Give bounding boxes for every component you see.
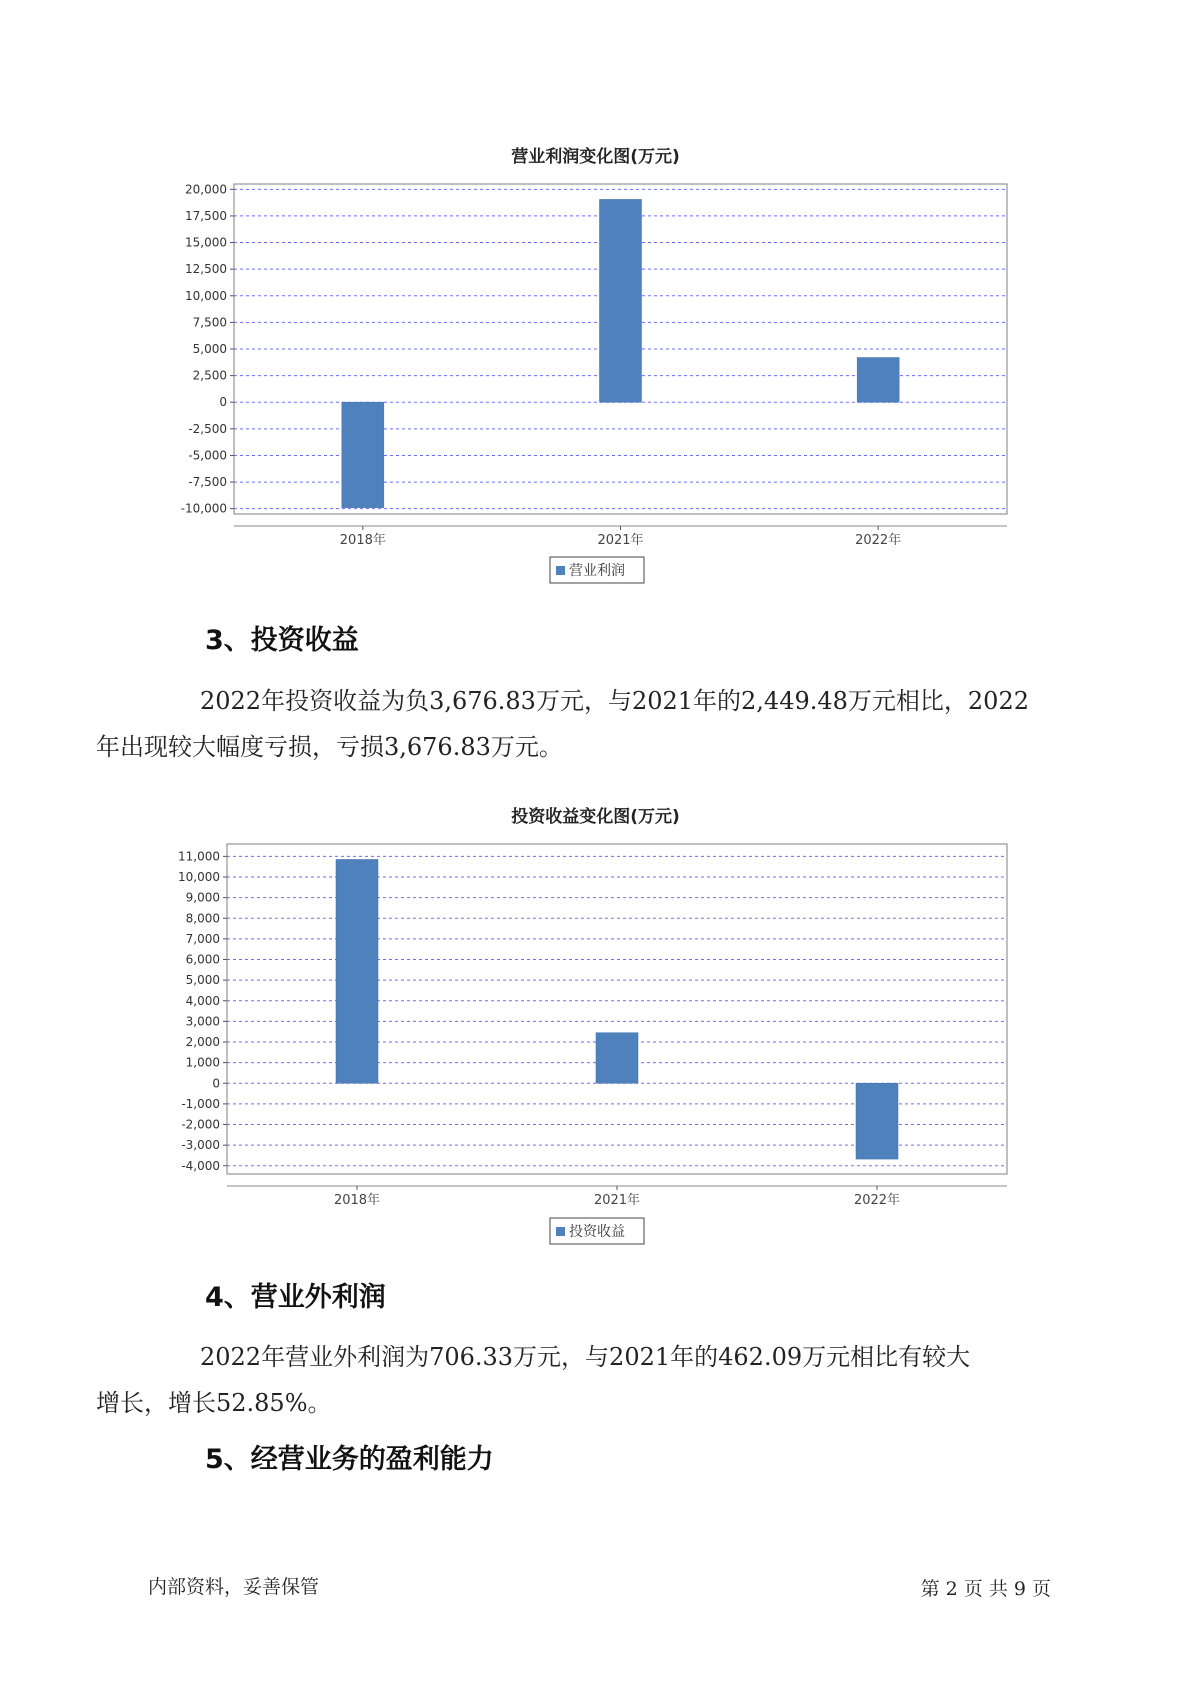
chart2-ytick-label: 7,000	[185, 931, 220, 946]
chart2-xtick-label: 2021年	[593, 1193, 641, 1208]
footer-page-number: 第 2 页 共 9 页	[920, 1578, 1051, 1600]
chart2-ytick-label: 5,000	[185, 973, 220, 988]
chart2-ytick-label: -2,000	[181, 1117, 220, 1132]
chart1-bar	[342, 402, 384, 507]
chart2-ytick-label: 0	[212, 1076, 220, 1091]
chart1-xtick-label: 2022年	[855, 533, 902, 548]
chart2-legend-label: 投资收益	[569, 1224, 625, 1240]
chart2-legend-swatch	[556, 1227, 565, 1236]
chart1-svg	[0, 170, 1191, 590]
chart1-ytick-label: 0	[219, 395, 227, 410]
chart2-ytick-label: -1,000	[181, 1096, 220, 1111]
chart2-ytick-label: -3,000	[181, 1138, 220, 1153]
chart1-ytick-label: 10,000	[185, 288, 227, 303]
chart2-ytick-label: 6,000	[185, 952, 220, 967]
chart2-title: 投资收益变化图(万元)	[511, 807, 680, 827]
chart2-ytick-label: 10,000	[178, 870, 220, 884]
chart2-ytick-label: 2,000	[185, 1035, 220, 1049]
chart1-ytick-label: 17,500	[185, 208, 227, 223]
chart2-ytick-label: 1,000	[185, 1055, 220, 1070]
footer-confidential-note: 内部资料，妥善保管	[148, 1576, 320, 1598]
chart1-legend-label: 营业利润	[569, 563, 625, 579]
chart1-ytick-label: -5,000	[188, 448, 227, 463]
section-4-heading: 4、营业外利润	[205, 1282, 386, 1313]
section-3-heading: 3、投资收益	[205, 625, 359, 656]
chart1-bar	[600, 199, 642, 402]
chart1-bar	[857, 358, 899, 403]
chart1-legend-swatch	[556, 566, 565, 575]
chart2-bar	[596, 1033, 638, 1084]
chart1-ytick-label: -2,500	[188, 421, 227, 436]
chart1-xtick-label: 2021年	[597, 533, 644, 548]
chart2-bar	[856, 1083, 898, 1159]
chart2-ytick-label: 9,000	[185, 890, 220, 905]
section-3-line-2: 年出现较大幅度亏损，亏损3,676.83万元。	[96, 733, 563, 761]
chart2-svg	[0, 830, 1191, 1250]
chart2-ytick-label: 11,000	[178, 849, 220, 864]
section-5-heading: 5、经营业务的盈利能力	[205, 1444, 494, 1475]
section-4-paragraph	[96, 1334, 1083, 1426]
section-4-line-1: 2022年营业外利润为706.33万元，与2021年的462.09万元相比有较大	[200, 1343, 971, 1371]
chart2-xtick-label: 2018年	[333, 1193, 381, 1208]
chart1-ytick-label: 5,000	[192, 342, 227, 356]
chart2-ytick-label: 3,000	[185, 1014, 220, 1029]
chart2-bar	[336, 859, 378, 1083]
chart1-ytick-label: 20,000	[185, 182, 227, 197]
section-3-line-1: 2022年投资收益为负3,676.83万元，与2021年的2,449.48万元相比，2022	[200, 687, 1029, 715]
chart1-ytick-label: -7,500	[188, 475, 227, 490]
chart1-ytick-label: 15,000	[185, 235, 227, 250]
chart2-ytick-label: -4,000	[181, 1158, 220, 1173]
section-4-line-2: 增长，增长52.85%。	[96, 1389, 332, 1417]
chart1-ytick-label: 12,500	[185, 262, 227, 277]
chart1-xtick-label: 2018年	[339, 533, 386, 548]
chart2-ytick-label: 4,000	[185, 993, 220, 1008]
chart2-xtick-label: 2022年	[853, 1193, 901, 1208]
chart1-title: 营业利润变化图(万元)	[511, 147, 680, 167]
chart1-ytick-label: -10,000	[180, 501, 227, 516]
chart1-ytick-label: 7,500	[192, 315, 227, 330]
chart2-ytick-label: 8,000	[185, 911, 220, 926]
section-3-paragraph	[96, 678, 1083, 770]
chart1-ytick-label: 2,500	[192, 368, 227, 383]
